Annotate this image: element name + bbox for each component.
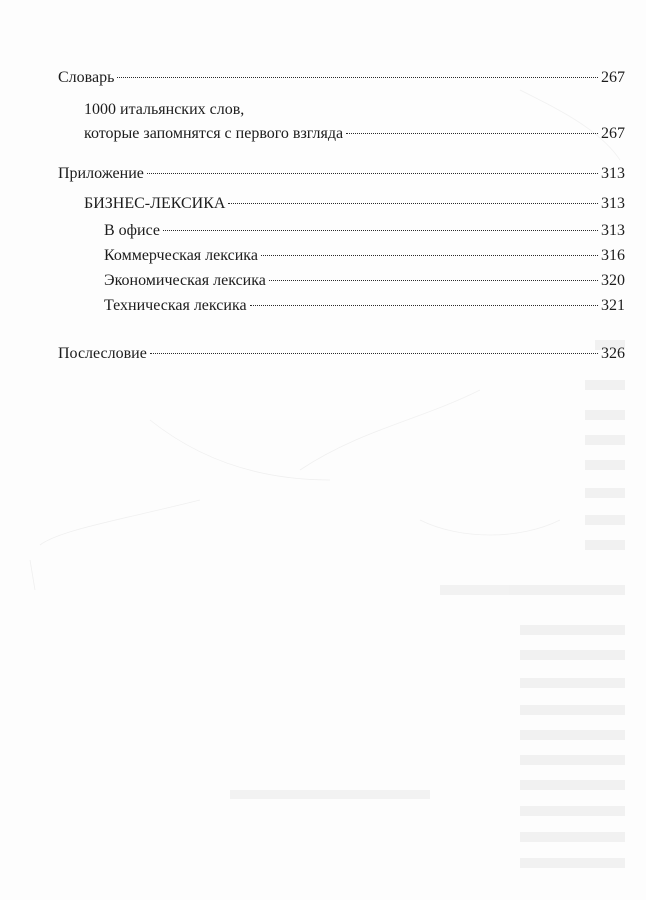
toc-page-number: 313 — [601, 165, 625, 182]
toc-entry-title: Словарь — [58, 69, 115, 86]
toc-entry-title: Приложение — [58, 165, 144, 182]
dot-leader — [261, 255, 598, 256]
toc-page-number: 326 — [601, 345, 625, 362]
dot-leader — [163, 230, 598, 231]
toc-entry-title: В офисе — [104, 222, 160, 239]
dot-leader — [147, 173, 598, 174]
toc-page-number: 320 — [601, 272, 625, 289]
toc-entry-italian-words[interactable] — [84, 124, 625, 144]
toc-entry-title: Техническая лексика — [104, 297, 247, 314]
toc-page-number: 321 — [601, 297, 625, 314]
toc-entry-ekonomicheskaya[interactable] — [104, 271, 625, 291]
toc-entry-title: Послесловие — [58, 345, 147, 362]
dot-leader — [150, 353, 598, 354]
toc-entry-title: Коммерческая лексика — [104, 247, 258, 264]
dot-leader — [117, 77, 598, 78]
toc-entry-title: БИЗНЕС-ЛЕКСИКА — [84, 195, 226, 212]
toc-page-number: 313 — [601, 222, 625, 239]
toc-entry-tehnicheskaya[interactable] — [104, 296, 625, 316]
toc-entry-slovar[interactable] — [58, 68, 625, 88]
toc-page-number: 267 — [601, 69, 625, 86]
toc-entry-posleslovie[interactable] — [58, 344, 625, 364]
toc-entry-v-ofise[interactable] — [104, 221, 625, 241]
toc-entry-title: которые запомнятся с первого взгляда — [84, 125, 344, 142]
toc-page-number: 267 — [601, 125, 625, 142]
dot-leader — [228, 203, 598, 204]
toc-entry-kommercheskaya[interactable] — [104, 246, 625, 266]
dot-leader — [250, 305, 598, 306]
toc-entry-italian-words-line1: 1000 итальянских слов, — [84, 101, 245, 118]
toc-entry-biznes[interactable] — [84, 194, 625, 214]
toc-page-number: 313 — [601, 195, 625, 212]
toc-entry-title: Экономическая лексика — [104, 272, 266, 289]
dot-leader — [269, 280, 598, 281]
toc-page-number: 316 — [601, 247, 625, 264]
dot-leader — [346, 133, 598, 134]
toc-entry-prilozhenie[interactable] — [58, 164, 625, 184]
